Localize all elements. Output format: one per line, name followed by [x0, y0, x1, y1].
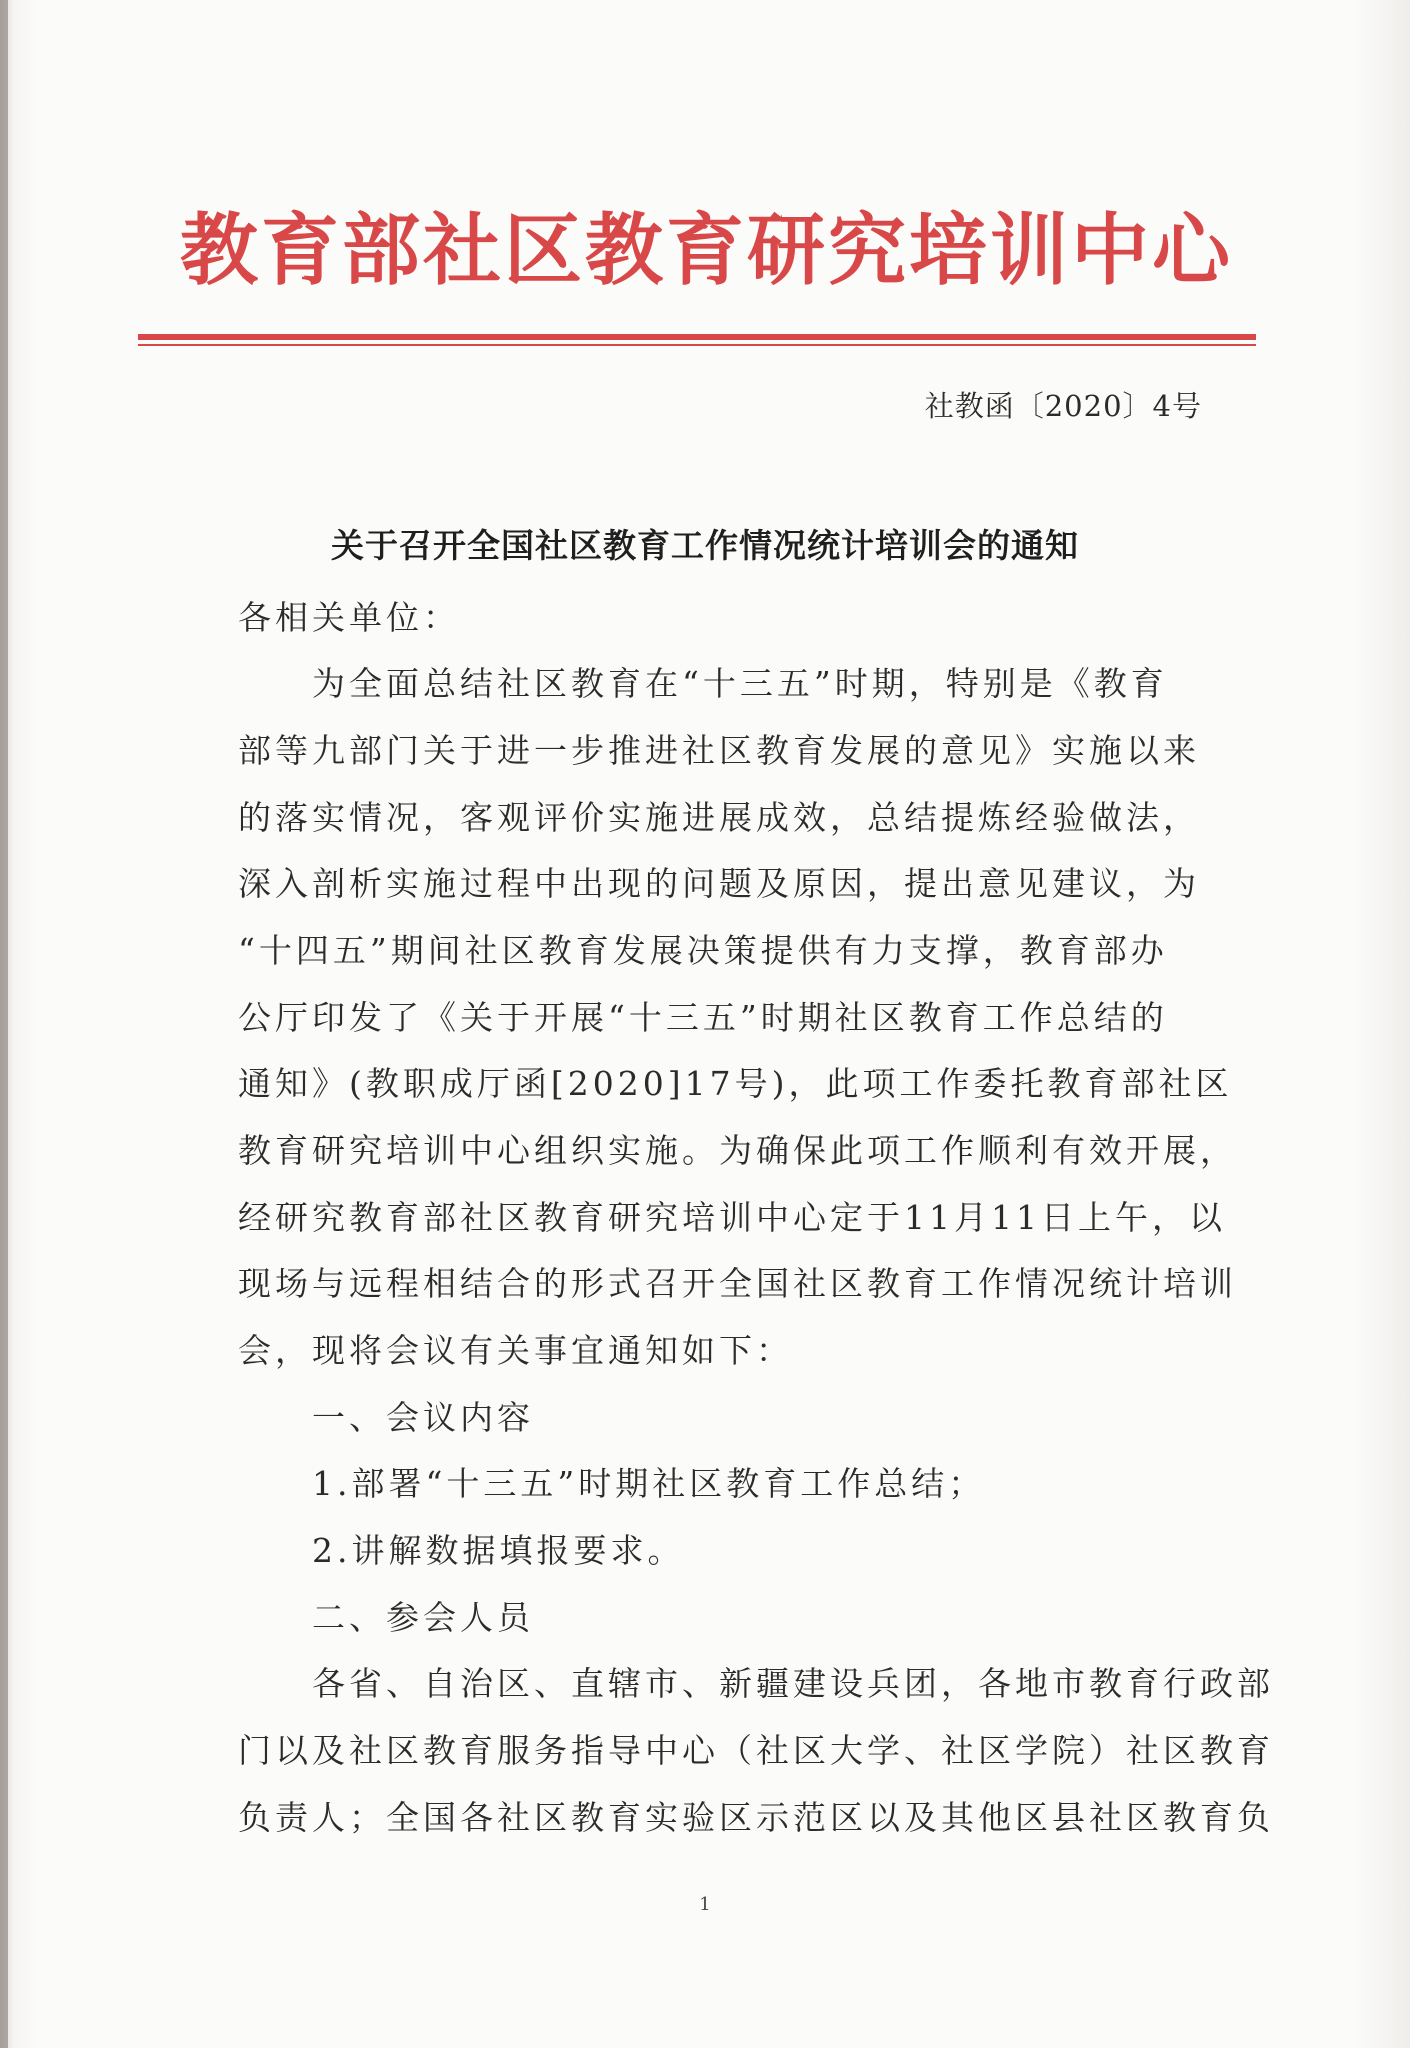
list-item: 2.讲解数据填报要求。: [238, 1531, 685, 1570]
notice-title: 关于召开全国社区教育工作情况统计培训会的通知: [331, 526, 1079, 565]
page-edge-shadow: [0, 0, 8, 2048]
body-line: “十四五”期间社区教育发展决策提供有力支撑，教育部办: [238, 931, 1168, 970]
body-line: 公厅印发了《关于开展“十三五”时期社区教育工作总结的: [238, 998, 1168, 1037]
body-line: 为全面总结社区教育在“十三五”时期，特别是《教育: [238, 664, 1168, 703]
body-line: 的落实情况，客观评价实施进展成效，总结提炼经验做法，: [238, 798, 1200, 837]
body-line: 教育研究培训中心组织实施。为确保此项工作顺利有效开展，: [238, 1131, 1237, 1170]
list-item: 1.部署“十三五”时期社区教育工作总结；: [238, 1464, 986, 1503]
letterhead-organization: 教育部社区教育研究培训中心: [180, 205, 1234, 296]
body-line: 深入剖析实施过程中出现的问题及原因，提出意见建议，为: [238, 864, 1200, 903]
body-line: 经研究教育部社区教育研究培训中心定于11月11日上午，以: [238, 1198, 1226, 1237]
section-heading-participants: 二、参会人员: [238, 1598, 534, 1637]
letterhead-red-rule: [138, 334, 1256, 340]
body-line: 负责人；全国各社区教育实验区示范区以及其他区县社区教育负: [238, 1798, 1274, 1837]
body-line: 门以及社区教育服务指导中心（社区大学、社区学院）社区教育: [238, 1731, 1274, 1770]
page-number: 1: [699, 1894, 711, 1915]
salutation: 各相关单位：: [238, 598, 460, 637]
body-line: 各省、自治区、直辖市、新疆建设兵团，各地市教育行政部: [238, 1664, 1274, 1703]
section-heading-meeting-content: 一、会议内容: [238, 1398, 534, 1437]
letterhead-red-rule-thin: [138, 344, 1256, 346]
body-line: 会，现将会议有关事宜通知如下：: [238, 1331, 793, 1370]
body-line: 现场与远程相结合的形式召开全国社区教育工作情况统计培训: [238, 1264, 1237, 1303]
body-line: 部等九部门关于进一步推进社区教育发展的意见》实施以来: [238, 731, 1200, 770]
body-line: 通知》(教职成厅函[2020]17号)，此项工作委托教育部社区: [238, 1064, 1233, 1103]
document-number: 社教函〔2020〕4号: [924, 389, 1202, 423]
